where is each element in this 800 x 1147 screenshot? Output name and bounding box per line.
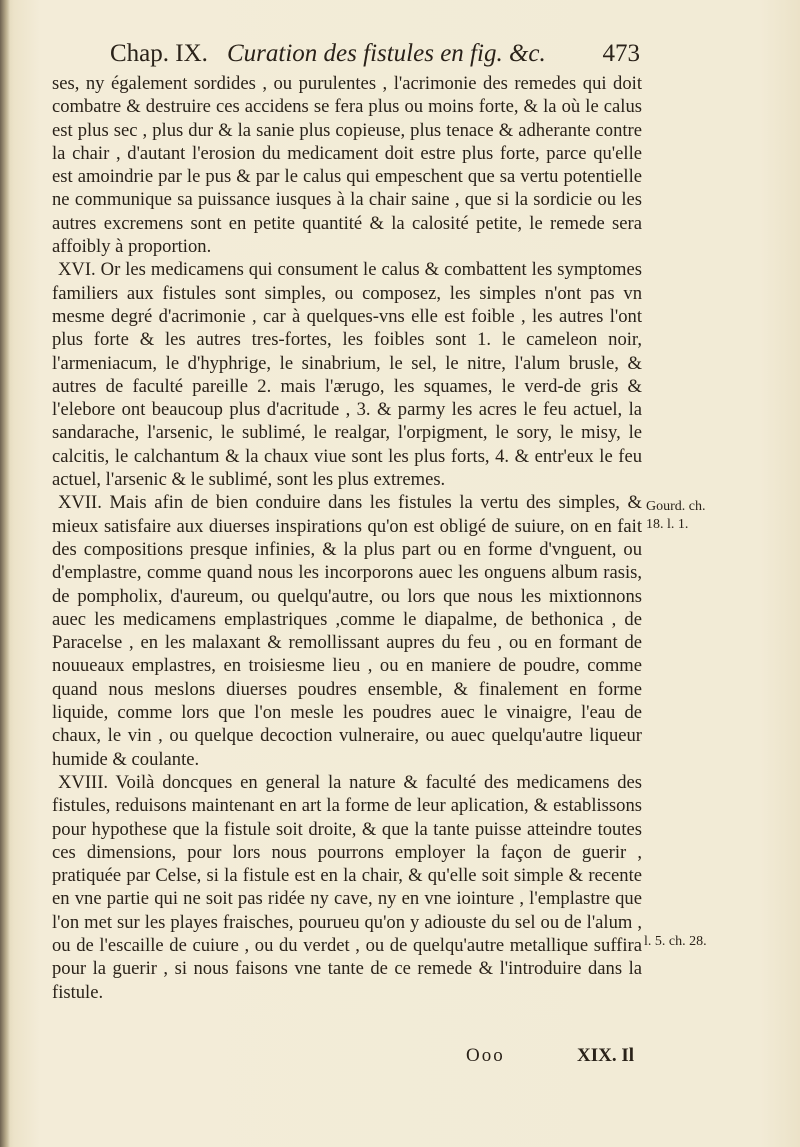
signature-mark: Ooo xyxy=(466,1045,505,1066)
paragraph-xvii: XVII. Mais afin de bien conduire dans les fistules la vertu des simples, & mieux satisfaire aux diuerses inspirations qu'on est obligé de suiure, on en fait des compositions presque infinies, & la plus part ou en forme d'vnguent, ou d'emplastre, comme quand nous les incorporons auec les onguens album rasis, de pompholix, d'aureum, ou quelqu'autre, ou lors que nous les mixtionnons auec les medicamens emplastriques ,comme le diapalme, de bethonica , de Paracelse , en les malaxant & remollissant aupres du feu , ou en formant de nouueaux emplastres, en troisiesme lieu , ou en maniere de poudre, comme quand nous meslons diuerses poudres ensemble, & finalement en forme liquide, comme lors que l'on mesle les poudres auec le vinaigre, l'eau de chaux, le vin , ou quelque decoction vulneraire, ou auec quelqu'autre liqueur humide & coulante. xyxy=(52,492,642,770)
margin-note-line: 18. l. 1. xyxy=(646,517,689,532)
margin-note-gourd xyxy=(646,498,706,534)
chapter-label: Chap. IX. xyxy=(110,40,208,67)
page-number: 473 xyxy=(602,40,640,67)
margin-note-celse xyxy=(644,933,707,951)
paragraph-xviii: XVIII. Voilà doncques en general la nature & faculté des medicamens des fistules, reduisons maintenant en art la forme de leur aplication, & establissons pour hypothese que la fistule soit droite, & que la tante puisse atteindre toutes ces dimensions, pour lors nous pourrons employer la façon de guerir , pratiquée par Celse, si la fistule est en la chair, & qu'elle soit simple & recente en vne partie qui ne soit pas ridée ny cave, ny en vne iointure , l'emplastre que l'on met sur les playes fraisches, pourueu qu'on y adiouste du sel ou de l'alum , ou de l'escaille de cuiure , ou du verdet , ou de quelqu'autre metallique suffira pour la guerir , si nous faisons vne tante de ce remede & l'introduire dans la fistule. xyxy=(52,771,642,1003)
margin-note-line: l. 5. ch. 28. xyxy=(644,934,707,949)
catchword: XIX. Il xyxy=(577,1045,635,1066)
running-title: Curation des fistules en fig. &c. xyxy=(227,40,546,67)
paragraph-xvi: XVI. Or les medicamens qui consument le calus & combattent les symptomes familiers aux fistules sont simples, ou composez, les simples n'ont pas vn mesme degré d'acrimonie , car à quelques-vns elle est foible , les autres l'ont plus forte & les autres tres-fortes, les foibles sont 1. le cameleon noir, l'armeniacum, le d'hyphrige, le sinabrium, le sel, le nitre, l'alum brusle, & autres de faculté pareille 2. mais l'ærugo, les squames, le verd-de gris & l'elebore ont beaucoup plus d'acritude , 3. & parmy les acres le feu actuel, la sandarache, l'arsenic, le sublimé, le realgar, l'orpigment, le sory, le misy, le calcitis, le calchantum & la chaux viue sont les plus forts, 4. & entr'eux le feu actuel, l'arsenic & le sublimé, sont les plus extremes. xyxy=(52,259,642,491)
paragraph-continuation: ses, ny également sordides , ou purulentes , l'acrimonie des remedes qui doit combatre & destruire ces accidens se fera plus ou moins forte, & la où le calus est plus sec , plus dur & la sanie plus copieuse, plus tenace & adherante contre la chair , d'autant l'erosion du medicament doit estre plus forte, parce qu'elle est amoindrie par le pus & par le calus qui empeschent que sa vertu potentielle ne communique sa puissance iusques à la chair saine , que si la sordicie ou les autres excremens sont en petite quantité & la calosité petite, le remede sera affoibly à proportion. xyxy=(52,73,642,258)
margin-note-line: Gourd. ch. xyxy=(646,499,706,514)
page-header xyxy=(110,40,640,74)
gutter-shadow xyxy=(0,0,10,1147)
main-text xyxy=(52,72,642,1004)
page-footer xyxy=(0,1045,800,1071)
